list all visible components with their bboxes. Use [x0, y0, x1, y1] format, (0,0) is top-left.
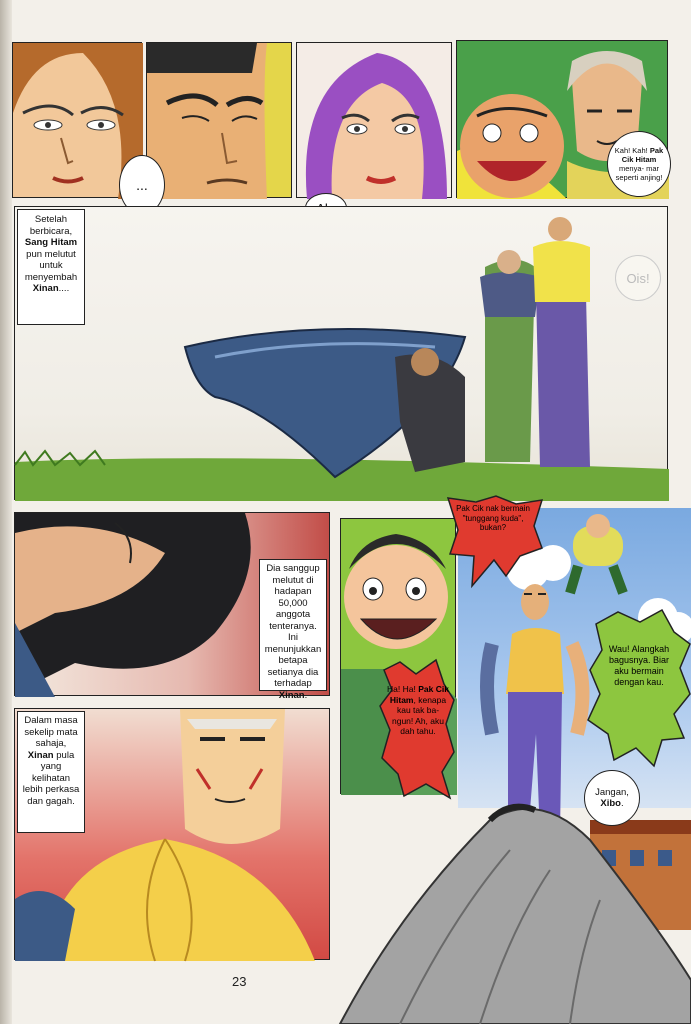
- panel-kneeling-scene: [14, 206, 668, 500]
- page-number: 23: [232, 974, 247, 989]
- sfx-ois: Ois!: [615, 255, 661, 301]
- speech-bubble-kah-kah: Kah! Kah! Pak Cik Hitam menya- mar seperti anjing!: [607, 131, 671, 197]
- burst-green-3: [588, 610, 691, 768]
- purple-hair-woman-art: [297, 43, 453, 199]
- caption-dalam-masa: Dalam masa sekelip mata sahaja, Xinan pula yang kelihatan lebih perkasa dan gagah.: [17, 711, 85, 833]
- panel-two-men-laughing: [456, 40, 668, 198]
- kneeling-scene-art: [15, 207, 669, 501]
- cape-mound: [340, 780, 691, 1024]
- speech-bubble-ellipsis: ...: [119, 155, 165, 215]
- caption-setelah-berbicara: Setelah berbicara, Sang Hitam pun melutut untuk menyembah Xinan....: [17, 209, 85, 325]
- speech-bubble-jangan-xibo: Jangan, Xibo.: [584, 770, 640, 826]
- panel-purple-hair-woman: [296, 42, 452, 198]
- burst-text-tunggang-kuda: Pak Cik nak bermain "tunggang kuda", bukan?: [456, 504, 530, 532]
- panel-head-bowed: [14, 512, 330, 701]
- burst-text-ha-ha: Ha! Ha! Pak Cik Hitam, kenapa kau tak ba- ngun! Ah, aku dah tahu.: [387, 684, 449, 736]
- burst-text-wau: Wau! Alangkah bagusnya. Biar aku bermain dengan kau.: [608, 644, 670, 687]
- page-gutter: [0, 0, 12, 1024]
- caption-dia-sanggup: Dia sanggup melutut di hadapan 50,000 anggota tenteranya. Ini menunjukkan betapa setianya dia terhadap Xinan.: [259, 559, 327, 691]
- panel-xinan-chest: [14, 708, 330, 960]
- man-glare-art: [147, 43, 293, 199]
- panel-man-glare: [136, 42, 292, 198]
